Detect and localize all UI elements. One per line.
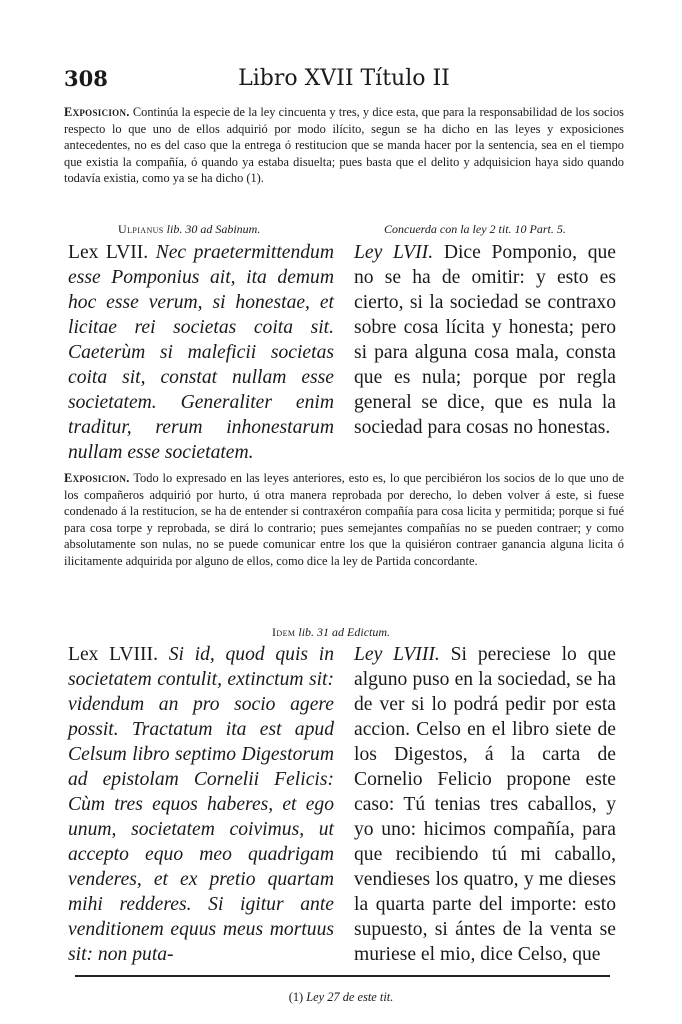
source-citation-left [118, 222, 260, 237]
page-number: 308 [64, 66, 108, 91]
spanish-law-text: Dice Pomponio, que no se ha de omitir: y esto es cierto, si la sociedad se contraxo sobre cosa lícita y honesta; pero si para alguna cosa mala, consta que es nula; porque por regla general se dice, que es nula la sociedad para cosas no honestas. [354, 242, 616, 438]
latin-law-label: Lex LVIII. [68, 644, 158, 665]
exposicion-paragraph-2 [64, 470, 624, 570]
latin-column-lex58 [68, 642, 334, 967]
exposicion-label: Exposicion. [64, 471, 130, 485]
latin-law-label: Lex LVII. [68, 242, 149, 263]
spanish-law-text: Si pereciese lo que alguno puso en la sociedad, se ha de ver si lo podrá pedir por esta accion. Celso en el libro siete de los Digestos, á la carta de Cornelio Felicio propone este caso: Tú tenias tres caballos, y yo uno: hicimos compañía, para que recibiendo tú mi caballo, vendieses los quatro, y me dieses la quarta parte del importe: esto supuesto, si ántes de la venta se muriese el mio, dice Celso, que [354, 644, 616, 965]
exposicion-text: Todo lo expresado en las leyes anteriores, esto es, lo que percibiéron los socios de lo que uno de los compañeros adquirió por hurto, ú otra manera reprobada por derecho, lo deben volver á este, si fuese condenado á la restitucion, se ha de entender si contraxéron compañía para cosa licita y permitida; porque si fué para cosa torpe y reprobada, se dirá lo contrario; pues semejantes compañías no se pueden contraer; y como absolutamente son nulas, no se puede comunicar entre los que la quisiéron contraer ganancia alguna licita ó ilicitamente adquirida por alguno de ellos, como dice la ley de Partida concordante. [64, 471, 624, 568]
exposicion-paragraph-1 [64, 104, 624, 187]
source-reference: lib. 30 ad Sabinum. [166, 222, 261, 236]
source-citation-right [384, 222, 566, 237]
source-author: Ulpianus [118, 222, 164, 236]
spanish-law-label: Ley LVII. [354, 242, 434, 263]
exposicion-label: Exposicion. [64, 105, 130, 119]
footnote-marker: (1) [288, 990, 304, 1004]
footnote-text: Ley 27 de este tit. [306, 990, 394, 1004]
spanish-column-ley57 [354, 240, 616, 440]
footnote-divider [75, 975, 610, 977]
latin-law-text: Nec praetermittendum esse Pomponius ait, ita demum hoc esse verum, si honestae, et licitae rei societas coita sit. Caeterùm si maleficii societas coita sit, constat nullam esse societatem. Generaliter enim traditur, rerum inhonestarum nullam esse societatem. [68, 242, 334, 463]
source-reference: lib. 31 ad Edictum. [298, 625, 391, 639]
exposicion-text: Continúa la especie de la ley cincuenta y tres, y dice esta, que para la responsabilidad de los socios respecto lo que uno de ellos adquirió por modo ilícito, segun se ha dicho en las leyes y exposiciones antecedentes, no es del caso que la entrega ó restitucion que se manda hacer por la sentencia, sea en el tiempo que existia la compañía, ó quando ya estaba disuelta; pues basta que el delito y adquisicion haya sido quando todavía existia, como ya se ha dicho (1). [64, 105, 624, 186]
spanish-law-label: Ley LVIII. [354, 644, 440, 665]
source-citation-center [272, 625, 390, 640]
footnote [0, 990, 682, 1005]
concordance-note: Concuerda con la ley 2 tit. 10 Part. 5. [384, 222, 566, 236]
source-author: Idem [272, 625, 296, 639]
latin-column-lex57 [68, 240, 334, 465]
running-title: Libro XVII Título II [238, 66, 450, 91]
page-header [64, 66, 624, 96]
latin-law-text: Si id, quod quis in societatem contulit, extinctum sit: videndum an pro socio agere possit. Tractatum ita est apud Celsum libro septimo Digestorum ad epistolam Cornelii Felicis: Cùm tres equos haberes, et ego unum, societatem coivimus, ut accepto equo meo quadrigam venderes, et ex pretio quartam mihi redderes. Si igitur ante venditionem equus meus mortuus sit: non puta- [68, 644, 334, 965]
spanish-column-ley58 [354, 642, 616, 967]
